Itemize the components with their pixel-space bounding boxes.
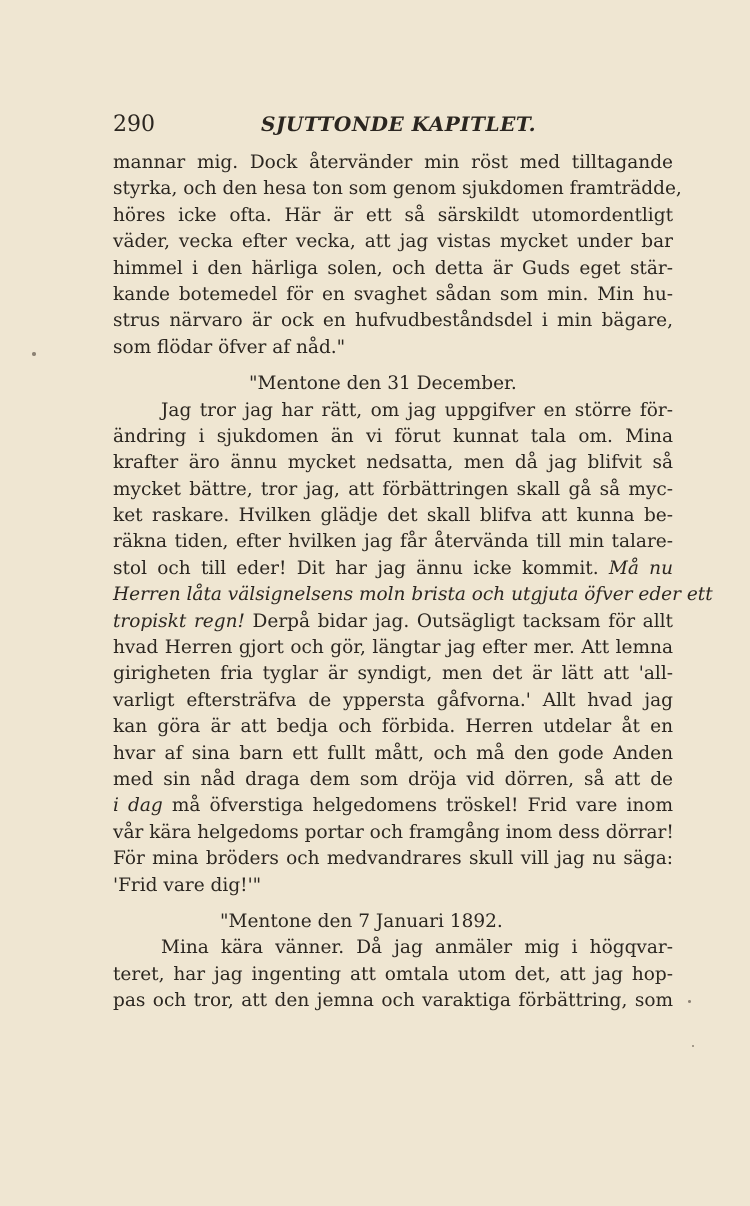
ink-speck [32, 352, 36, 356]
text-line: girigheten fria tyglar är syndigt, men det är lätt att 'all- [113, 663, 673, 685]
text-segment: stol och till eder! Dit har jag ännu icke kommit. [113, 557, 599, 579]
italic-text: Må nu [608, 557, 673, 579]
text-line: som flödar öfver af nåd." [113, 336, 346, 358]
text-line: vår kära helgedoms portar och framgång inom dess dörrar! [113, 821, 674, 843]
text-line: ket raskare. Hvilken glädje det skall blifva att kunna be- [113, 505, 673, 527]
text-line: kan göra är att bedja och förbida. Herren utdelar åt en [113, 716, 673, 738]
text-line: himmel i den härliga solen, och detta är Guds eget stär- [113, 257, 673, 279]
italic-text: tropiskt regn! [113, 610, 245, 632]
text-line: strus närvaro är ock en hufvudbeståndsdel i min bägare, [113, 310, 673, 332]
text-line [113, 609, 673, 635]
text-line [113, 556, 673, 582]
running-head: SJUTTONDE KAPITLET. [261, 112, 537, 136]
text-line: räkna tiden, efter hvilken jag får återvända till min talare- [113, 531, 673, 553]
text-line: krafter äro ännu mycket nedsatta, men då jag blifvit så [113, 452, 673, 474]
text-line: mycket bättre, tror jag, att förbättringen skall gå så myc- [113, 478, 673, 500]
text-line: teret, har jag ingenting att omtala utom det, att jag hop- [113, 963, 673, 985]
text-line: hvad Herren gjort och gör, längtar jag efter mer. Att lemna [113, 637, 673, 659]
page-header [113, 112, 673, 142]
text-line: pas och tror, att den jemna och varaktiga förbättring, som [113, 990, 673, 1012]
text-line: Jag tror jag har rätt, om jag uppgifver en större för- [161, 399, 673, 421]
text-line: varligt eftersträfva de yppersta gåfvorna.' Allt hvad jag [113, 689, 673, 711]
text-segment: må öfverstiga helgedomens tröskel! Frid vare inom [171, 795, 673, 817]
text-line: hvar af sina barn ett fullt mått, och må den gode Anden [113, 742, 673, 764]
text-segment: Derpå bidar jag. Outsägligt tacksam för allt [252, 610, 673, 632]
text-line: med sin nåd draga dem som dröja vid dörren, så att de [113, 768, 673, 790]
text-line: mannar mig. Dock återvänder min röst med tilltagande [113, 152, 673, 173]
letter-dateline: "Mentone den 7 Januari 1892. [220, 910, 503, 932]
text-line: styrka, och den hesa ton som genom sjukdomen framträdde, [113, 178, 682, 200]
text-line: ändring i sjukdomen än vi förut kunnat tala om. Mina [113, 425, 673, 447]
italic-text-line: Herren låta välsignelsens moln brista och utgjuta öfver eder ett [113, 584, 713, 606]
text-line: väder, vecka efter vecka, att jag vistas mycket under bar [113, 231, 673, 253]
ink-speck [692, 1045, 694, 1047]
text-line: 'Frid vare dig!'" [113, 874, 262, 896]
text-line: För mina bröders och medvandrares skull vill jag nu säga: [113, 848, 673, 870]
text-line: höres icke ofta. Här är ett så särskildt utomordentligt [113, 204, 673, 226]
text-line [113, 793, 673, 819]
italic-text: i dag [113, 795, 163, 817]
body-text [113, 150, 713, 1015]
text-line: Mina kära vänner. Då jag anmäler mig i högqvar- [161, 937, 673, 959]
page-number: 290 [113, 112, 155, 137]
letter-dateline: "Mentone den 31 December. [249, 373, 517, 395]
ink-speck [688, 1000, 691, 1003]
text-line: kande botemedel för en svaghet sådan som min. Min hu- [113, 283, 673, 305]
